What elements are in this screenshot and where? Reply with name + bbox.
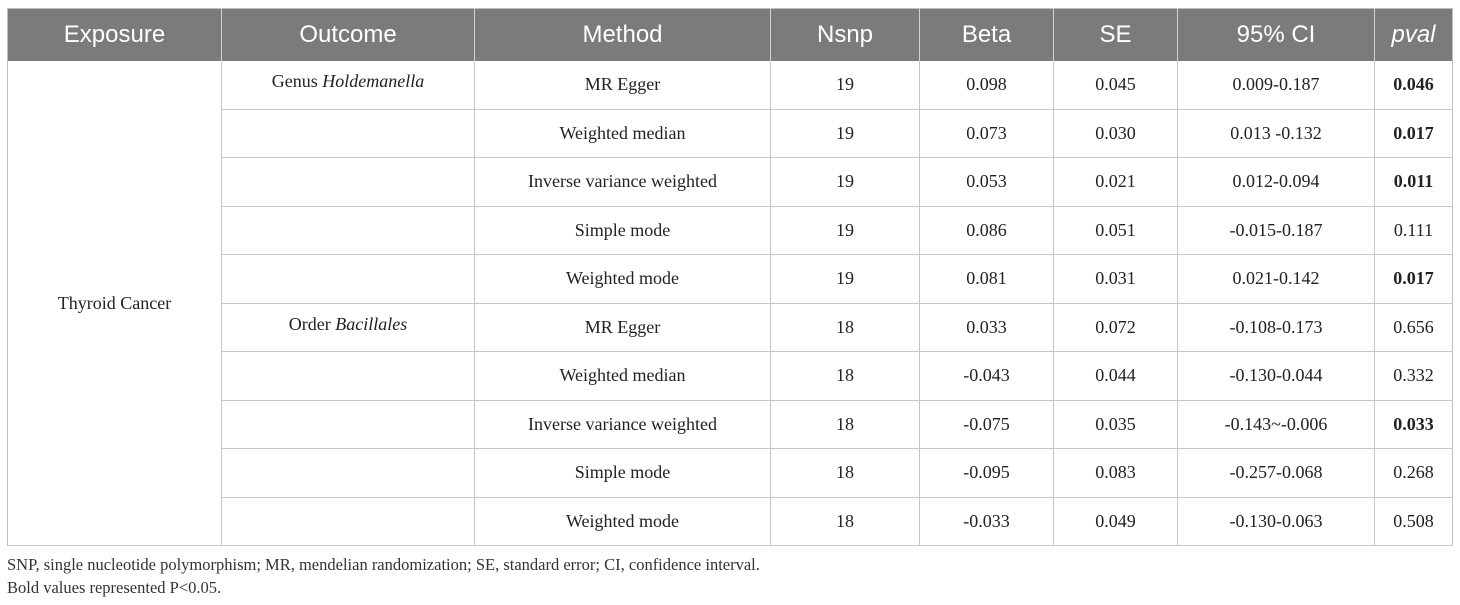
table-row [8,206,1453,255]
se-cell: 0.044 [1054,352,1178,401]
ci-cell: -0.130-0.044 [1178,352,1375,401]
pval-cell: 0.017 [1375,109,1453,158]
method-cell: Simple mode [475,206,771,255]
method-cell: MR Egger [475,303,771,352]
pval-cell: 0.268 [1375,449,1453,498]
table-row [8,352,1453,401]
table-row [8,303,1453,352]
table-row [8,497,1453,546]
se-cell: 0.021 [1054,158,1178,207]
ci-cell: -0.257-0.068 [1178,449,1375,498]
table-body [8,61,1453,546]
outcome-cell [222,158,475,207]
table-row [8,400,1453,449]
outcome-cell [222,303,475,352]
outcome-cell [222,400,475,449]
pval-cell: 0.111 [1375,206,1453,255]
beta-cell: 0.086 [920,206,1054,255]
ci-cell: 0.021-0.142 [1178,255,1375,304]
beta-cell: 0.053 [920,158,1054,207]
pval-cell: 0.656 [1375,303,1453,352]
outcome-cell [222,449,475,498]
nsnp-cell: 18 [771,449,920,498]
se-cell: 0.031 [1054,255,1178,304]
header-exposure: Exposure [8,9,222,62]
beta-cell: 0.081 [920,255,1054,304]
header-nsnp: Nsnp [771,9,920,62]
pval-cell: 0.011 [1375,158,1453,207]
method-cell: MR Egger [475,61,771,109]
se-cell: 0.030 [1054,109,1178,158]
se-cell: 0.045 [1054,61,1178,109]
ci-cell: 0.013 -0.132 [1178,109,1375,158]
table-row [8,255,1453,304]
header-beta: Beta [920,9,1054,62]
outcome-rank: Order [288,313,331,334]
se-cell: 0.049 [1054,497,1178,546]
beta-cell: -0.075 [920,400,1054,449]
mr-results-table [7,8,1453,546]
method-cell: Simple mode [475,449,771,498]
ci-cell: -0.130-0.063 [1178,497,1375,546]
se-cell: 0.072 [1054,303,1178,352]
table-row [8,61,1453,109]
ci-cell: -0.143~-0.006 [1178,400,1375,449]
table-row [8,158,1453,207]
method-cell: Weighted median [475,352,771,401]
nsnp-cell: 19 [771,158,920,207]
outcome-rank: Genus [271,71,318,91]
header-ci: 95% CI [1178,9,1375,62]
se-cell: 0.051 [1054,206,1178,255]
header-outcome: Outcome [222,9,475,62]
ci-cell: -0.015-0.187 [1178,206,1375,255]
outcome-taxon: Holdemanella [322,71,425,91]
ci-cell: -0.108-0.173 [1178,303,1375,352]
nsnp-cell: 18 [771,497,920,546]
pval-cell: 0.508 [1375,497,1453,546]
footnote-bold-legend: Bold values represented P<0.05. [7,578,222,597]
header-pval: pval [1375,9,1453,62]
footnote-abbreviations: SNP, single nucleotide polymorphism; MR, mendelian randomization; SE, standard error; CI, confidence interval. [7,555,760,574]
beta-cell: -0.033 [920,497,1054,546]
method-cell: Weighted mode [475,255,771,304]
table-row [8,449,1453,498]
header-se: SE [1054,9,1178,62]
method-cell: Weighted mode [475,497,771,546]
pval-cell: 0.332 [1375,352,1453,401]
nsnp-cell: 19 [771,109,920,158]
outcome-cell [222,109,475,158]
nsnp-cell: 19 [771,255,920,304]
beta-cell: 0.073 [920,109,1054,158]
exposure-cell: Thyroid Cancer [8,61,222,546]
nsnp-cell: 18 [771,303,920,352]
nsnp-cell: 18 [771,400,920,449]
se-cell: 0.035 [1054,400,1178,449]
nsnp-cell: 19 [771,206,920,255]
beta-cell: 0.098 [920,61,1054,109]
pval-cell: 0.017 [1375,255,1453,304]
outcome-taxon: Bacillales [335,313,408,334]
outcome-cell [222,206,475,255]
header-method: Method [475,9,771,62]
ci-cell: 0.012-0.094 [1178,158,1375,207]
nsnp-cell: 18 [771,352,920,401]
pval-cell: 0.046 [1375,61,1453,109]
se-cell: 0.083 [1054,449,1178,498]
beta-cell: -0.095 [920,449,1054,498]
outcome-cell [222,61,475,109]
beta-cell: -0.043 [920,352,1054,401]
method-cell: Inverse variance weighted [475,400,771,449]
outcome-cell [222,352,475,401]
results-table-container [7,8,1452,546]
method-cell: Inverse variance weighted [475,158,771,207]
pval-cell: 0.033 [1375,400,1453,449]
outcome-cell [222,497,475,546]
table-row [8,109,1453,158]
nsnp-cell: 19 [771,61,920,109]
table-footnotes [7,553,760,599]
beta-cell: 0.033 [920,303,1054,352]
outcome-cell [222,255,475,304]
ci-cell: 0.009-0.187 [1178,61,1375,109]
header-row [8,9,1453,62]
method-cell: Weighted median [475,109,771,158]
